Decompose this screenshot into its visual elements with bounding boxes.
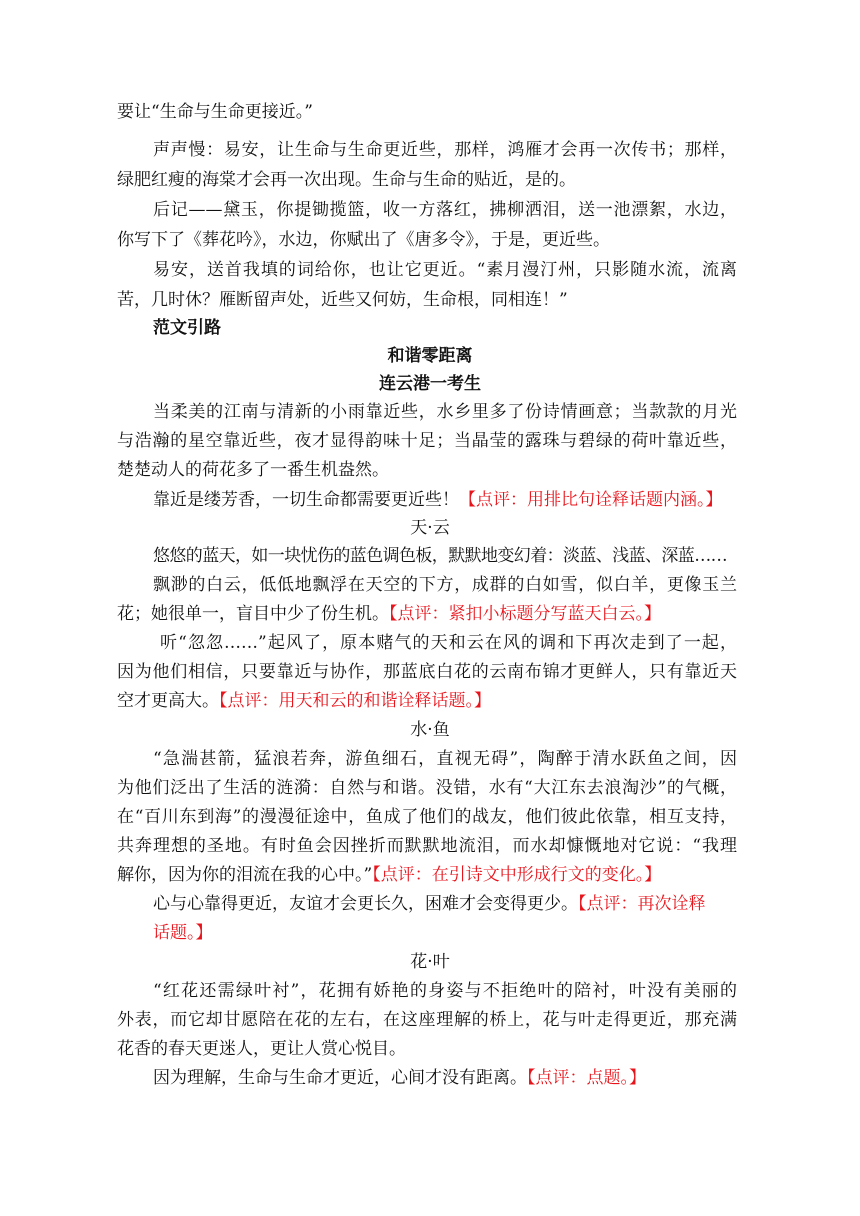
paragraph-line: 为他们泛出了生活的涟漪：自然与和谐。没错，水有“大江东去浪淘沙”的气概，: [117, 778, 737, 798]
review-comment: 【点评：再次诠释: [578, 894, 706, 914]
paragraph-line: [117, 602, 661, 626]
paragraph-line: 绿肥红瘦的海棠才会再一次出现。生命与生命的贴近，是的。: [117, 170, 576, 190]
paragraph-line: 要让“生命与生命更接近。”: [117, 102, 313, 122]
body-text: 花；她很单一，盲目中少了份生机。: [117, 604, 389, 624]
paragraph-line: 你写下了《葬花吟》，水边，你赋出了《唐多令》，于是，更近些。: [117, 230, 610, 250]
paragraph-line: [153, 1066, 646, 1090]
paragraph-line: 听“忽忽……”起风了，原本赌气的天和云在风的调和下再次走到了一起，: [160, 633, 737, 653]
paragraph-line: 悠悠的蓝天，如一块忧伤的蓝色调色板，默默地变幻着：淡蓝、浅蓝、深蓝……: [153, 546, 727, 566]
review-comment: 话题。】: [153, 923, 213, 943]
paragraph-line: 楚楚动人的荷花多了一番生机盎然。: [117, 460, 389, 480]
paragraph-line: 当柔美的江南与清新的小雨靠近些，水乡里多了份诗情画意；当款款的月光: [153, 402, 737, 422]
paragraph-line: 飘渺的白云，低低地飘浮在天空的下方，成群的白如雪，似白羊，更像玉兰: [153, 575, 737, 595]
body-text: 因为理解，生命与生命才更近，心间才没有距离。: [153, 1068, 527, 1088]
subheading: 天·云: [410, 518, 450, 538]
paragraph-line: [117, 863, 661, 887]
paragraph-line: 外表，而它却甘愿陪在花的左右，在这座理解的桥上，花与叶走得更近，那充满: [117, 1010, 737, 1030]
body-text: 心与心靠得更近，友谊才会更长久，困难才会变得更少。: [153, 894, 578, 914]
paragraph-line: 因为他们相信，只要靠近与协作，那蓝底白花的云南布锦才更鲜人，只有靠近天: [117, 662, 737, 682]
paragraph-line: [153, 488, 723, 512]
subheading: 花·叶: [410, 952, 450, 972]
essay-author: 连云港一考生: [379, 374, 481, 394]
body-text: 靠近是缕芳香，一切生命都需要更近些！: [153, 490, 459, 510]
paragraph-line: “红花还需绿叶衬”，花拥有娇艳的身姿与不拒绝叶的陪衬，叶没有美丽的: [153, 981, 737, 1001]
paragraph-line: 声声慢：易安，让生命与生命更近些，那样，鸿雁才会再一次传书；那样，: [153, 140, 737, 160]
paragraph-line: 共奔理想的圣地。有时鱼会因挫折而默默地流泪，而水却慷慨地对它说：“我理: [117, 836, 737, 856]
paragraph-line: “急湍甚箭，猛浪若奔，游鱼细石，直视无碍”，陶醉于清水跃鱼之间，因: [153, 749, 737, 769]
review-comment: 【点评：点题。】: [527, 1068, 646, 1088]
paragraph-line: 易安，送首我填的词给你，也让它更近。“素月漫汀州，只影随水流，流离: [153, 260, 737, 280]
paragraph-line: 花香的春天更迷人，更让人赏心悦目。: [117, 1039, 406, 1059]
review-comment: 【点评：用天和云的和谐诠释话题。】: [219, 691, 491, 711]
body-text: 空才更高大。: [117, 691, 219, 711]
review-comment: 【点评：紧扣小标题分写蓝天白云。】: [389, 604, 661, 624]
subheading: 水·鱼: [410, 720, 450, 740]
paragraph-line: 后记——黛玉，你提锄揽篮，收一方落红，拂柳洒泪，送一池漂絮，水边，: [153, 200, 737, 220]
review-comment: 【点评：在引诗文中形成行文的变化。】: [372, 865, 662, 885]
paragraph-line: [117, 689, 491, 713]
paragraph-line: 与浩瀚的星空靠近些，夜才显得韵味十足；当晶莹的露珠与碧绿的荷叶靠近些，: [117, 431, 737, 451]
essay-title: 和谐零距离: [387, 346, 473, 366]
paragraph-line: 在“百川东到海”的漫漫征途中，鱼成了他们的战友，他们彼此依靠，相互支持，: [117, 807, 737, 827]
body-text: 解你，因为你的泪流在我的心中。”: [117, 865, 373, 885]
review-comment: 【点评：用排比句诠释话题内涵。】: [459, 490, 723, 510]
paragraph-line: 苦，几时休？雁断留声处，近些又何妨，生命根，同相连！”: [117, 290, 568, 310]
section-heading: 范文引路: [153, 318, 221, 338]
paragraph-line: [153, 892, 706, 916]
